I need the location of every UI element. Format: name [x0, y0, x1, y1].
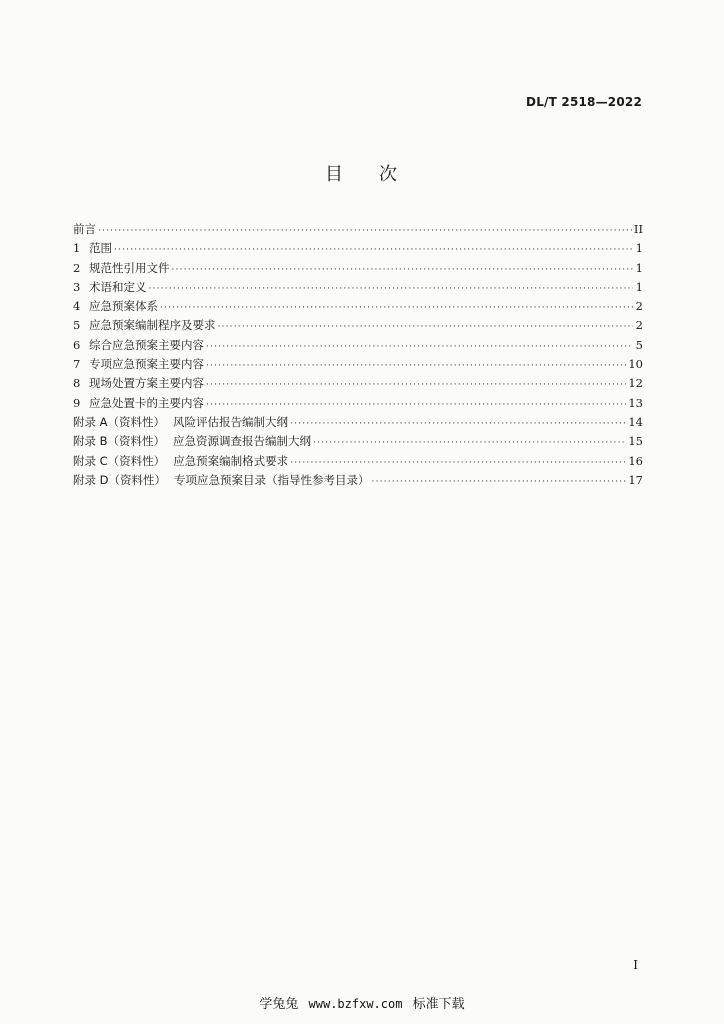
toc-leader-dots: [206, 361, 626, 371]
toc-entry-number: 8: [73, 376, 81, 391]
toc-entry-number: 2: [73, 260, 81, 275]
toc-entry-label: 应急预案编制格式要求: [173, 453, 289, 468]
toc-entry-page: 15: [628, 434, 643, 449]
toc-entry-number: 7: [73, 357, 81, 372]
toc-entry-label: 专项应急预案主要内容: [89, 357, 204, 372]
toc-entry-number: 4: [73, 299, 81, 314]
toc-leader-dots: [98, 226, 632, 236]
toc-entry-number: 5: [73, 318, 81, 333]
toc-entry-label: 综合应急预案主要内容: [89, 337, 204, 352]
watermark-text: 标准下载: [412, 997, 465, 1012]
toc-entry-number: 9: [73, 395, 81, 410]
page-title-left: 目: [325, 164, 345, 185]
toc-leader-dots: [206, 342, 633, 352]
toc-entry-page: 16: [628, 453, 643, 468]
toc-leader-dots: [290, 419, 626, 429]
toc-entry-1[interactable]: [73, 240, 643, 259]
toc-entry-page: 5: [635, 337, 643, 352]
toc-entry-label: 前言: [73, 222, 96, 236]
toc-entry-label: 应急预案编制程序及要求: [89, 318, 216, 333]
toc-entry-label: 应急处置卡的主要内容: [89, 395, 204, 410]
toc-entry-5[interactable]: [73, 317, 643, 336]
toc-entry-number: 1: [73, 241, 81, 256]
toc-appendix-tag: 附录 B（资料性）: [73, 434, 166, 449]
toc-leader-dots: [290, 458, 626, 468]
toc-entry-appendix-d[interactable]: [73, 472, 643, 491]
toc-entry-number: 6: [73, 337, 81, 352]
toc-entry-page: 13: [628, 395, 643, 410]
toc-appendix-tag: 附录 D（资料性）: [73, 472, 167, 487]
toc-entry-3[interactable]: [73, 279, 643, 298]
toc-entry-label: 范围: [89, 241, 112, 256]
toc-entry-page: 10: [628, 357, 643, 372]
toc-entry-foreword[interactable]: [73, 221, 643, 240]
toc-entry-page: 2: [635, 299, 643, 314]
standard-code: DL/T 2518—2022: [526, 95, 642, 109]
toc-entry-appendix-c[interactable]: [73, 453, 643, 472]
toc-entry-label: 应急预案体系: [89, 299, 158, 314]
page-number: I: [633, 958, 638, 972]
table-of-contents: [73, 221, 643, 491]
toc-entry-9[interactable]: [73, 395, 643, 414]
toc-entry-label: 术语和定义: [89, 279, 147, 294]
toc-entry-page: 1: [635, 241, 643, 256]
toc-entry-page: 1: [635, 279, 643, 294]
toc-leader-dots: [160, 303, 633, 313]
download-watermark: [0, 993, 724, 1012]
toc-entry-label: 现场处置方案主要内容: [89, 376, 204, 391]
toc-leader-dots: [313, 438, 626, 448]
toc-entry-page: II: [633, 222, 643, 236]
toc-entry-page: 14: [628, 414, 643, 429]
toc-leader-dots: [172, 265, 634, 275]
page-title-right: 次: [379, 164, 399, 185]
toc-entry-label: 应急资源调查报告编制大纲: [173, 434, 312, 449]
toc-entry-6[interactable]: [73, 337, 643, 356]
toc-entry-page: 12: [628, 376, 643, 391]
toc-appendix-tag: 附录 C（资料性）: [73, 453, 166, 468]
toc-leader-dots: [372, 477, 627, 487]
toc-entry-appendix-b[interactable]: [73, 433, 643, 452]
toc-entry-number: 3: [73, 279, 81, 294]
toc-appendix-tag: 附录 A（资料性）: [73, 414, 166, 429]
toc-leader-dots: [206, 400, 626, 410]
toc-entry-7[interactable]: [73, 356, 643, 375]
toc-entry-page: 1: [635, 260, 643, 275]
toc-entry-2[interactable]: [73, 260, 643, 279]
toc-entry-page: 17: [628, 472, 643, 487]
watermark-url[interactable]: www.bzfxw.com: [308, 997, 403, 1011]
watermark-site-name: 学兔兔: [259, 997, 299, 1012]
toc-leader-dots: [206, 380, 626, 390]
toc-leader-dots: [114, 245, 633, 255]
toc-leader-dots: [218, 322, 634, 332]
toc-entry-appendix-a[interactable]: [73, 414, 643, 433]
toc-entry-8[interactable]: [73, 375, 643, 394]
page-title: [0, 160, 724, 186]
toc-entry-label: 专项应急预案目录（指导性参考目录）: [174, 472, 370, 487]
toc-entry-4[interactable]: [73, 298, 643, 317]
toc-entry-label: 规范性引用文件: [89, 260, 170, 275]
toc-entry-page: 2: [635, 318, 643, 333]
toc-leader-dots: [149, 284, 634, 294]
toc-entry-label: 风险评估报告编制大纲: [173, 414, 289, 429]
